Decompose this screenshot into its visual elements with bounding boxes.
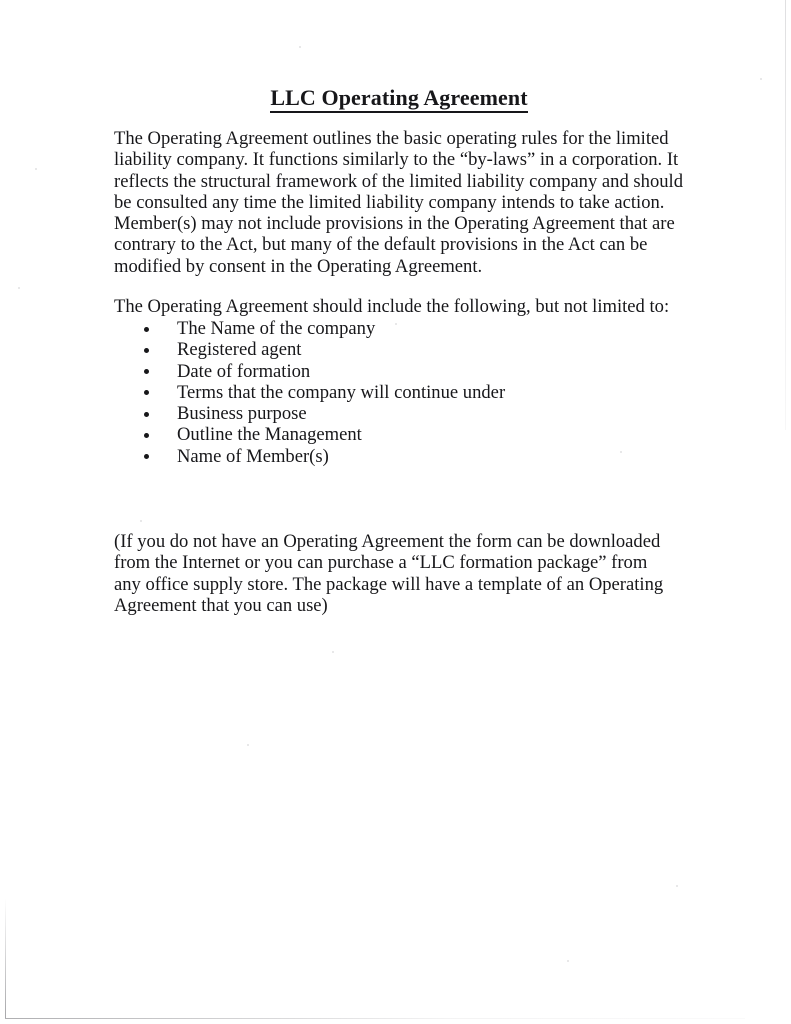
bullet-dot-icon	[144, 454, 149, 459]
list-item	[144, 424, 684, 445]
list-item-label: Business purpose	[177, 403, 307, 425]
list-item-label: Terms that the company will continue under	[177, 381, 506, 403]
scan-speck	[18, 287, 20, 289]
scan-edge-artifact-left	[5, 898, 6, 1018]
list-item-label: Outline the Management	[177, 424, 362, 446]
list-item-label: Registered agent	[177, 339, 302, 361]
include-list-intro: The Operating Agreement should include the following, but not limited to:	[114, 296, 670, 317]
list-item	[144, 339, 684, 360]
scan-speck	[760, 78, 762, 80]
scan-speck	[332, 651, 334, 653]
list-item	[144, 446, 684, 467]
page-title-text: LLC Operating Agreement	[270, 85, 527, 113]
scan-speck	[299, 46, 301, 48]
bullet-dot-icon	[144, 433, 149, 438]
scan-speck	[140, 520, 142, 522]
scan-edge-artifact-bottom	[5, 1018, 745, 1019]
bullet-dot-icon	[144, 390, 149, 395]
bullet-dot-icon	[144, 348, 149, 353]
scan-speck	[676, 885, 678, 887]
bullet-dot-icon	[144, 369, 149, 374]
list-item	[144, 382, 684, 403]
list-item	[144, 361, 684, 382]
scan-speck	[567, 960, 569, 962]
requirements-bullet-list	[144, 318, 684, 467]
page-title	[114, 85, 684, 111]
note-paragraph: (If you do not have an Operating Agreement the form can be downloaded from the Internet or you can purchase a “LLC formation package” from any office supply store. The package will have a template of an Operating Agreement that you can use)	[114, 531, 664, 616]
list-item	[144, 403, 684, 424]
list-item-label: The Name of the company	[177, 318, 376, 339]
scan-speck	[247, 744, 249, 746]
intro-paragraph: The Operating Agreement outlines the basic operating rules for the limited liability company. It functions similarly to the “by-laws” in a corporation. It reflects the structural framework of the limited liability company and should be consulted any time the limited liability company intends to take action. Member(s) may not include provisions in the Operating Agreement that are contrary to the Act, but many of the default provisions in the Act can be modified by consent in the Operating Agreement.	[114, 128, 684, 277]
list-item-label: Name of Member(s)	[177, 445, 329, 467]
scan-speck	[35, 168, 37, 170]
scan-edge-artifact-right	[785, 0, 786, 430]
list-item	[144, 318, 684, 339]
list-item-label: Date of formation	[177, 360, 311, 382]
bullet-dot-icon	[144, 327, 149, 332]
bullet-dot-icon	[144, 412, 149, 417]
